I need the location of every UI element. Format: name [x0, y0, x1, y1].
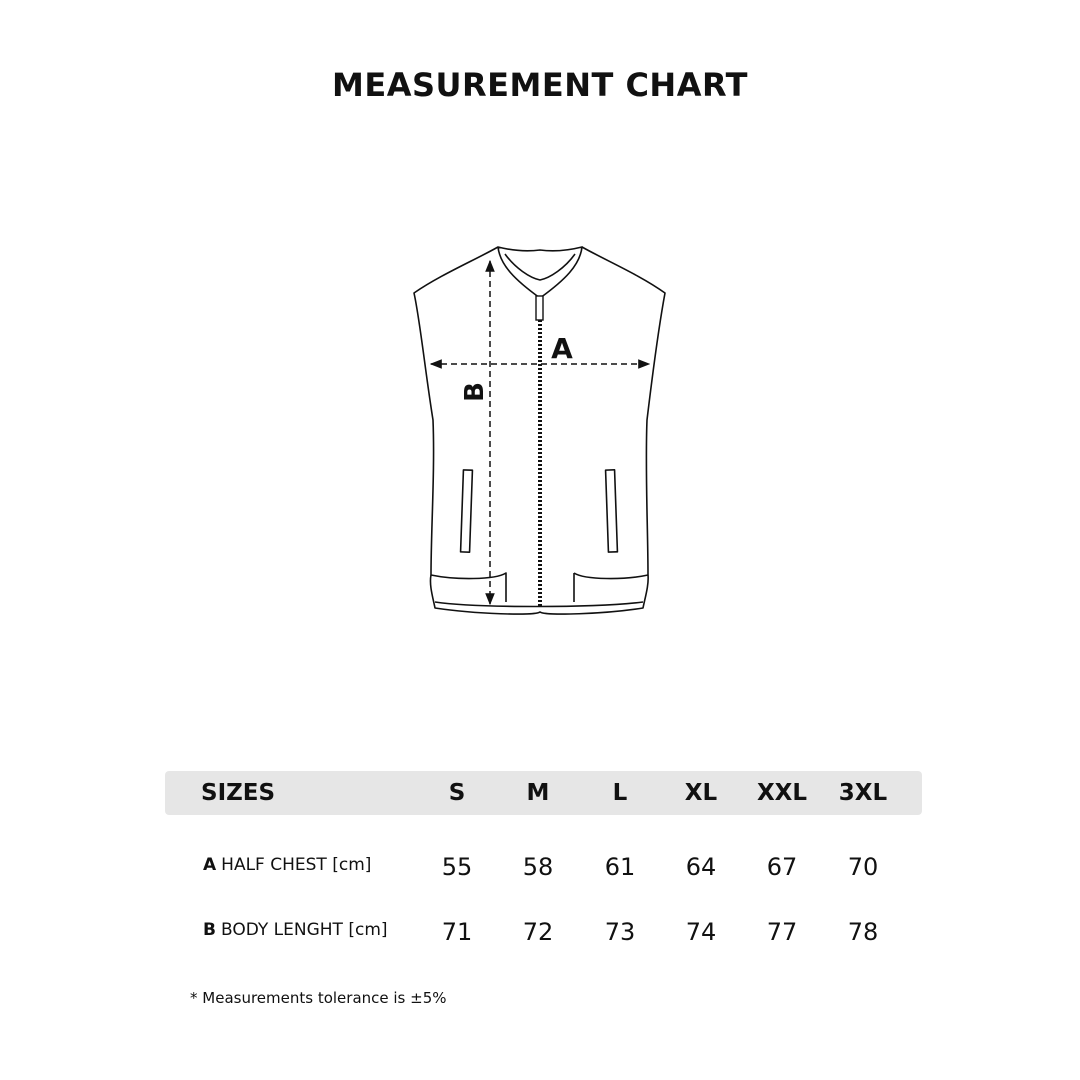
vest-diagram: [395, 230, 685, 630]
table-cell: 70: [847, 853, 879, 881]
size-header-s: S: [448, 780, 466, 806]
size-header-3xl: 3XL: [838, 780, 888, 806]
vest-drawing: [395, 230, 685, 630]
tolerance-note: * Measurements tolerance is ±5%: [190, 989, 447, 1007]
row-label-text: BODY LENGHT [cm]: [220, 920, 388, 940]
zipper-pull: [536, 296, 543, 320]
table-cell: 77: [766, 918, 798, 946]
right-pocket: [606, 470, 618, 552]
size-header-xl: XL: [684, 780, 718, 806]
table-cell: 67: [766, 853, 798, 881]
row-letter: A: [203, 855, 217, 875]
vest-collar: [498, 247, 582, 298]
row-label-body-length: [203, 920, 388, 940]
label-a: A: [551, 332, 573, 365]
row-label-half-chest: [203, 855, 371, 875]
row-letter: B: [203, 920, 216, 940]
table-cell: 73: [604, 918, 636, 946]
label-b: B: [460, 382, 490, 402]
table-cell: 71: [441, 918, 473, 946]
table-cell: 61: [604, 853, 636, 881]
table-cell: 78: [847, 918, 879, 946]
size-header-m: M: [526, 780, 550, 806]
page-title: MEASUREMENT CHART: [331, 66, 748, 104]
table-cell: 72: [522, 918, 554, 946]
sizes-header: SIZES: [201, 780, 276, 806]
table-cell: 64: [685, 853, 717, 881]
left-pocket: [461, 470, 473, 552]
table-cell: 74: [685, 918, 717, 946]
table-cell: 58: [522, 853, 554, 881]
row-label-text: HALF CHEST [cm]: [221, 855, 372, 875]
size-header-l: L: [612, 780, 628, 806]
table-cell: 55: [441, 853, 473, 881]
size-header-xxl: XXL: [756, 780, 808, 806]
